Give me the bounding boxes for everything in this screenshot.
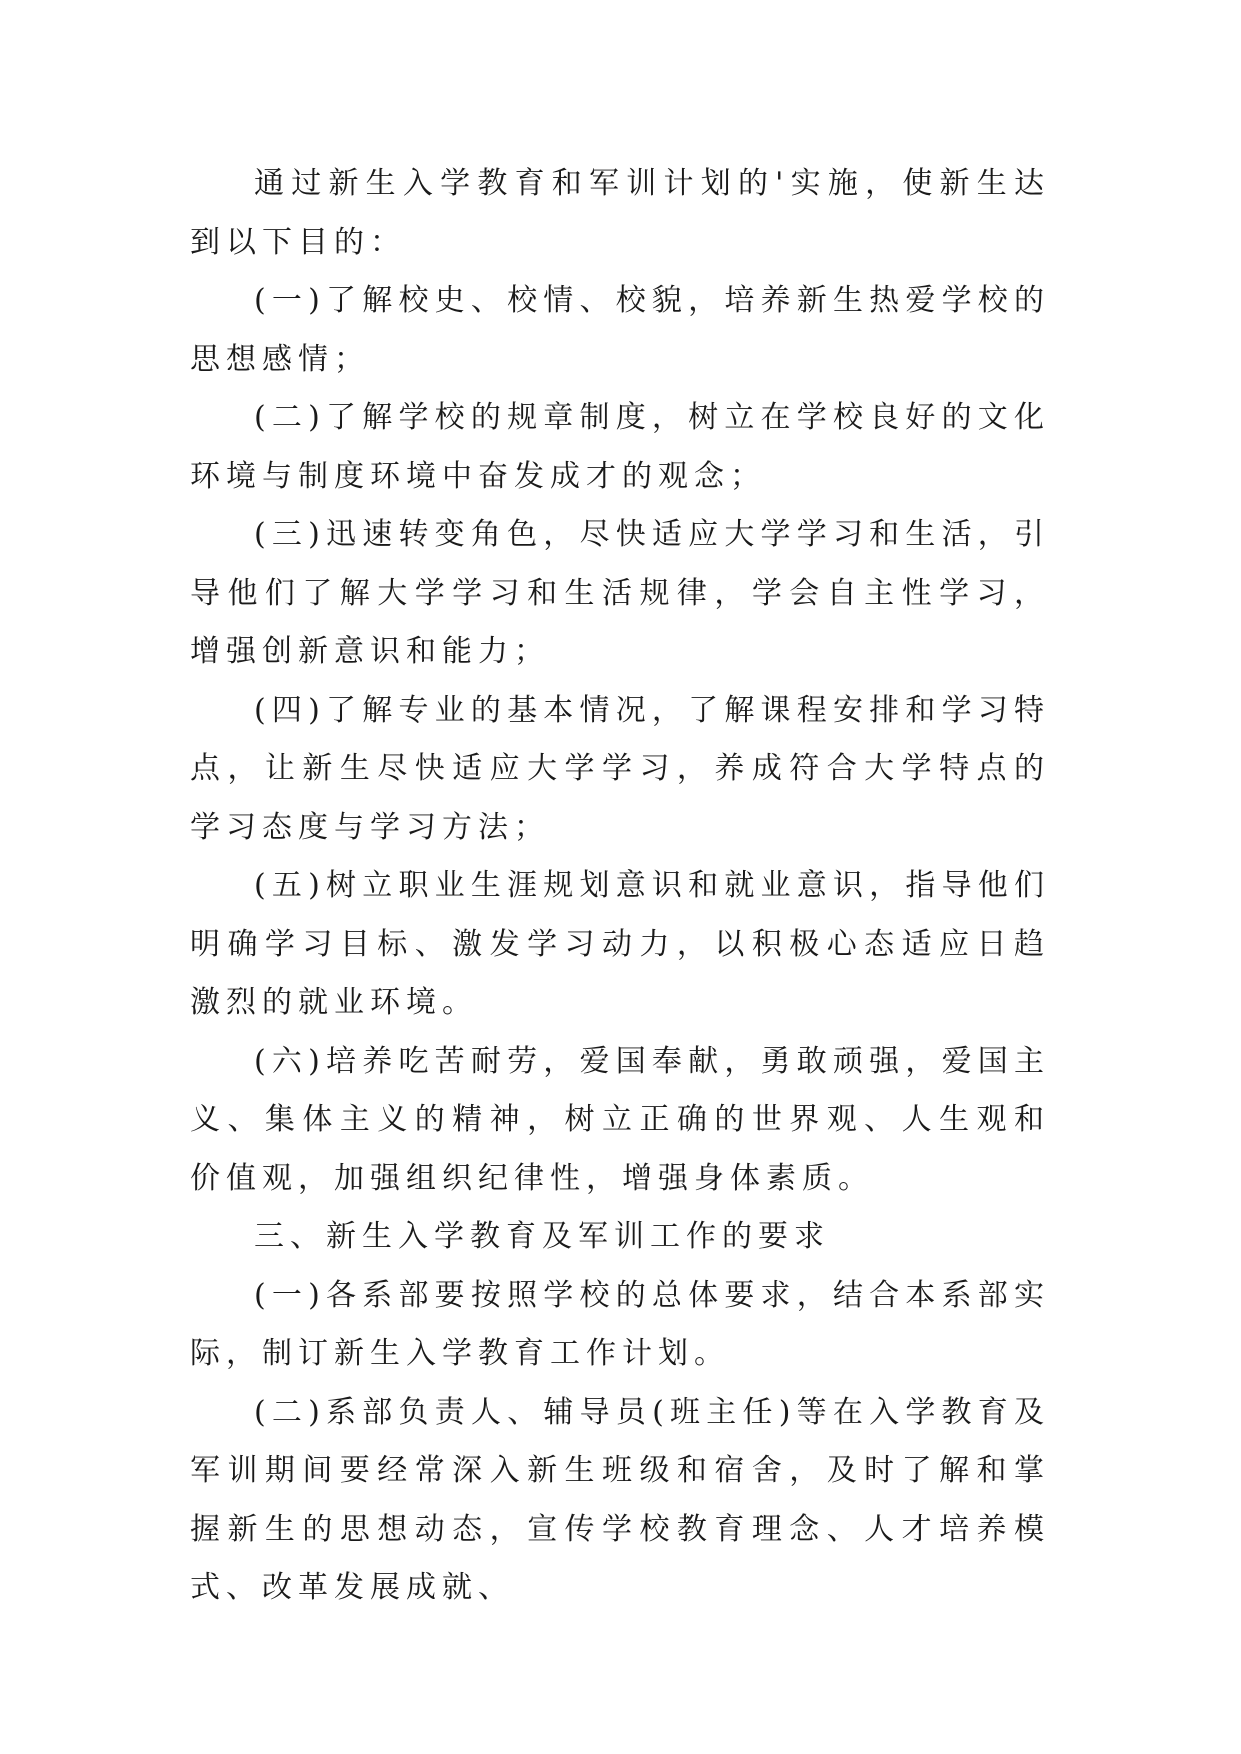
- paragraph-goal-3: (三)迅速转变角色，尽快适应大学学习和生活，引导他们了解大学学习和生活规律，学会自主性学习，增强创新意识和能力；: [190, 517, 1050, 669]
- paragraph-requirement-1: (一)各系部要按照学校的总体要求，结合本系部实际，制订新生入学教育工作计划。: [190, 1277, 1050, 1371]
- paragraph-goal-6: (六)培养吃苦耐劳，爱国奉献，勇敢顽强，爱国主义、集体主义的精神，树立正确的世界观、人生观和价值观，加强组织纪律性，增强身体素质。: [190, 1043, 1050, 1196]
- paragraph-goal-5: (五)树立职业生涯规划意识和就业意识，指导他们明确学习目标、激发学习动力，以积极心态适应日趋激烈的就业环境。: [190, 868, 1050, 1020]
- section-heading-requirements: 三、新生入学教育及军训工作的要求: [254, 1219, 830, 1254]
- paragraph-goal-2: (二)了解学校的规章制度，树立在学校良好的文化环境与制度环境中奋发成才的观念；: [190, 400, 1050, 494]
- paragraph-goal-4: (四)了解专业的基本情况，了解课程安排和学习特点，让新生尽快适应大学学习，养成符合大学特点的学习态度与学习方法；: [190, 692, 1050, 845]
- paragraph-intro: 通过新生入学教育和军训计划的'实施，使新生达到以下目的：: [190, 166, 1050, 260]
- paragraph-requirement-2: (二)系部负责人、辅导员(班主任)等在入学教育及军训期间要经常深入新生班级和宿舍，及时了解和掌握新生的思想动态，宣传学校教育理念、人才培养模式、改革发展成就、: [190, 1394, 1050, 1605]
- paragraph-goal-1: (一)了解校史、校情、校貌，培养新生热爱学校的思想感情；: [190, 283, 1050, 377]
- document-body: [190, 155, 1050, 1618]
